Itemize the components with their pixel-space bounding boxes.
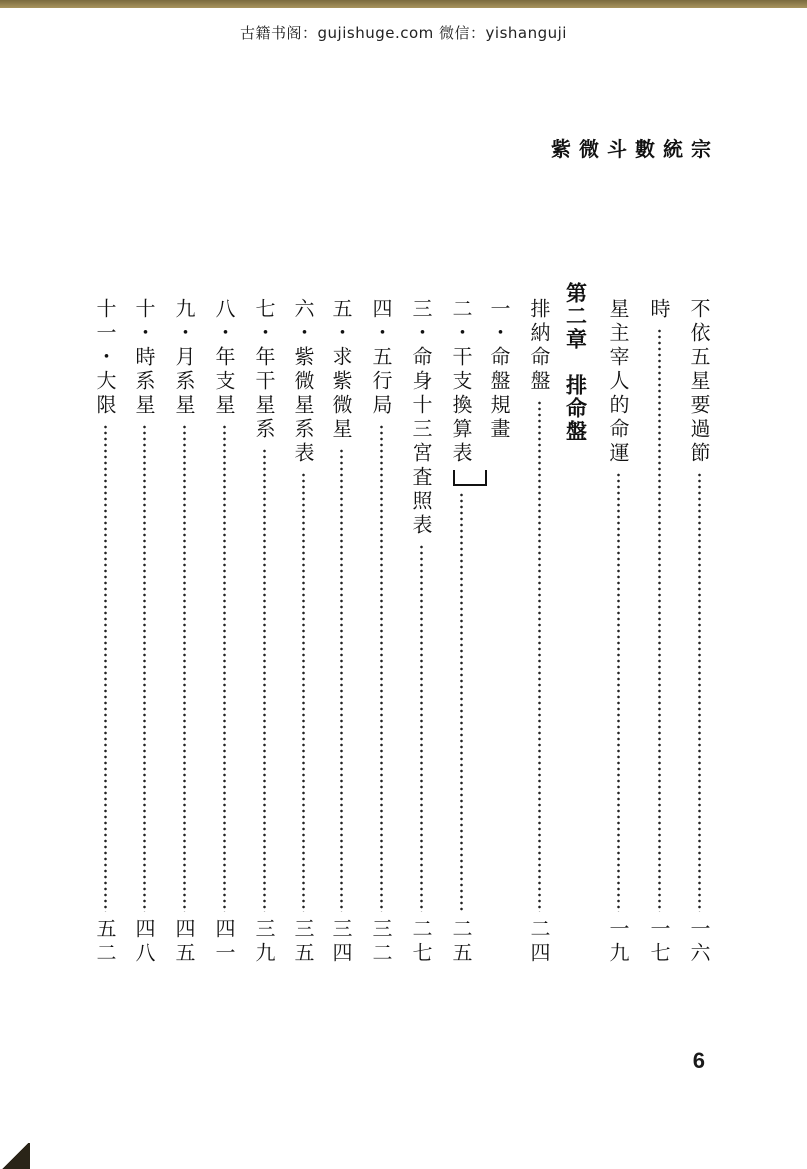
toc-entry-title: 一・命盤規畫 [487,298,511,442]
toc-entry[interactable] [405,298,437,966]
toc-entry-title: 八・年支星 [212,298,236,418]
toc-entry-page: 一七 [647,918,671,966]
dot-leader [263,448,266,912]
toc-entry-title: 四・五行局 [369,298,393,418]
toc-entry[interactable] [365,298,397,966]
toc-entry[interactable] [208,298,240,966]
dot-leader [460,492,463,912]
toc-entry[interactable] [523,298,555,966]
toc-entry-title: 十一・大限 [93,298,117,418]
dot-leader [223,424,226,912]
toc-entry[interactable] [128,298,160,966]
dot-leader [104,424,107,912]
toc-entry-title: 三・命身十三宮査照表 [409,298,433,538]
toc-entry-page: 四一 [212,918,236,966]
toc-entry[interactable] [89,298,121,966]
toc-entry-title: 七・年干星系 [252,298,276,442]
toc-entry[interactable] [483,298,515,442]
toc-entry-page: 一九 [606,918,630,966]
dot-leader [698,472,701,912]
toc-entry[interactable] [643,298,675,966]
bracket-mark [453,470,487,486]
toc-entry-title: 二・干支換算表 [449,298,473,466]
toc-entry-title: 星主宰人的命運 [606,298,630,466]
watermark: 古籍书阁：gujishuge.com 微信：yishanguji [240,24,567,42]
toc-entry-title: 十・時系星 [132,298,156,418]
page-number: 6 [692,1048,705,1073]
toc-entry-page: 五二 [93,918,117,966]
page-corner [0,1143,30,1169]
dot-leader [380,424,383,912]
toc-entry-page: 三四 [329,918,353,966]
toc-entry[interactable] [602,298,634,966]
running-head-title: 紫微斗數統宗 [551,137,719,161]
toc-entry-page: 四五 [172,918,196,966]
dot-leader [183,424,186,912]
dot-leader [420,544,423,912]
toc-entry-title: 九・月系星 [172,298,196,418]
toc-entry-page: 四八 [132,918,156,966]
toc-entry[interactable] [287,298,319,966]
dot-leader [538,400,541,912]
toc-entry[interactable] [168,298,200,966]
toc-entry-page: 三五 [291,918,315,966]
dot-leader [617,472,620,912]
toc-entry-page: 二五 [449,918,473,966]
toc-entry-page: 二四 [527,918,551,966]
toc-entry[interactable] [248,298,280,966]
toc-entry[interactable] [445,298,477,966]
toc-entry-title: 六・紫微星系表 [291,298,315,466]
toc-entry[interactable] [683,298,715,966]
toc-entry-title: 不依五星要過節 [687,298,711,466]
toc-entry-page: 三九 [252,918,276,966]
toc-entry-page: 三二 [369,918,393,966]
toc-entry[interactable] [325,298,357,966]
toc-entry-title: 五・求紫微星 [329,298,353,442]
chapter-title: 第二章 排命盤 [563,282,589,443]
dot-leader [340,448,343,912]
toc-entry-title: 時 [647,298,671,322]
chapter-heading[interactable] [560,282,592,443]
toc-entry-page: 二七 [409,918,433,966]
toc-entry-page: 一六 [687,918,711,966]
toc-entry-title: 排納命盤 [527,298,551,394]
dot-leader [658,328,661,912]
dot-leader [143,424,146,912]
dot-leader [302,472,305,912]
